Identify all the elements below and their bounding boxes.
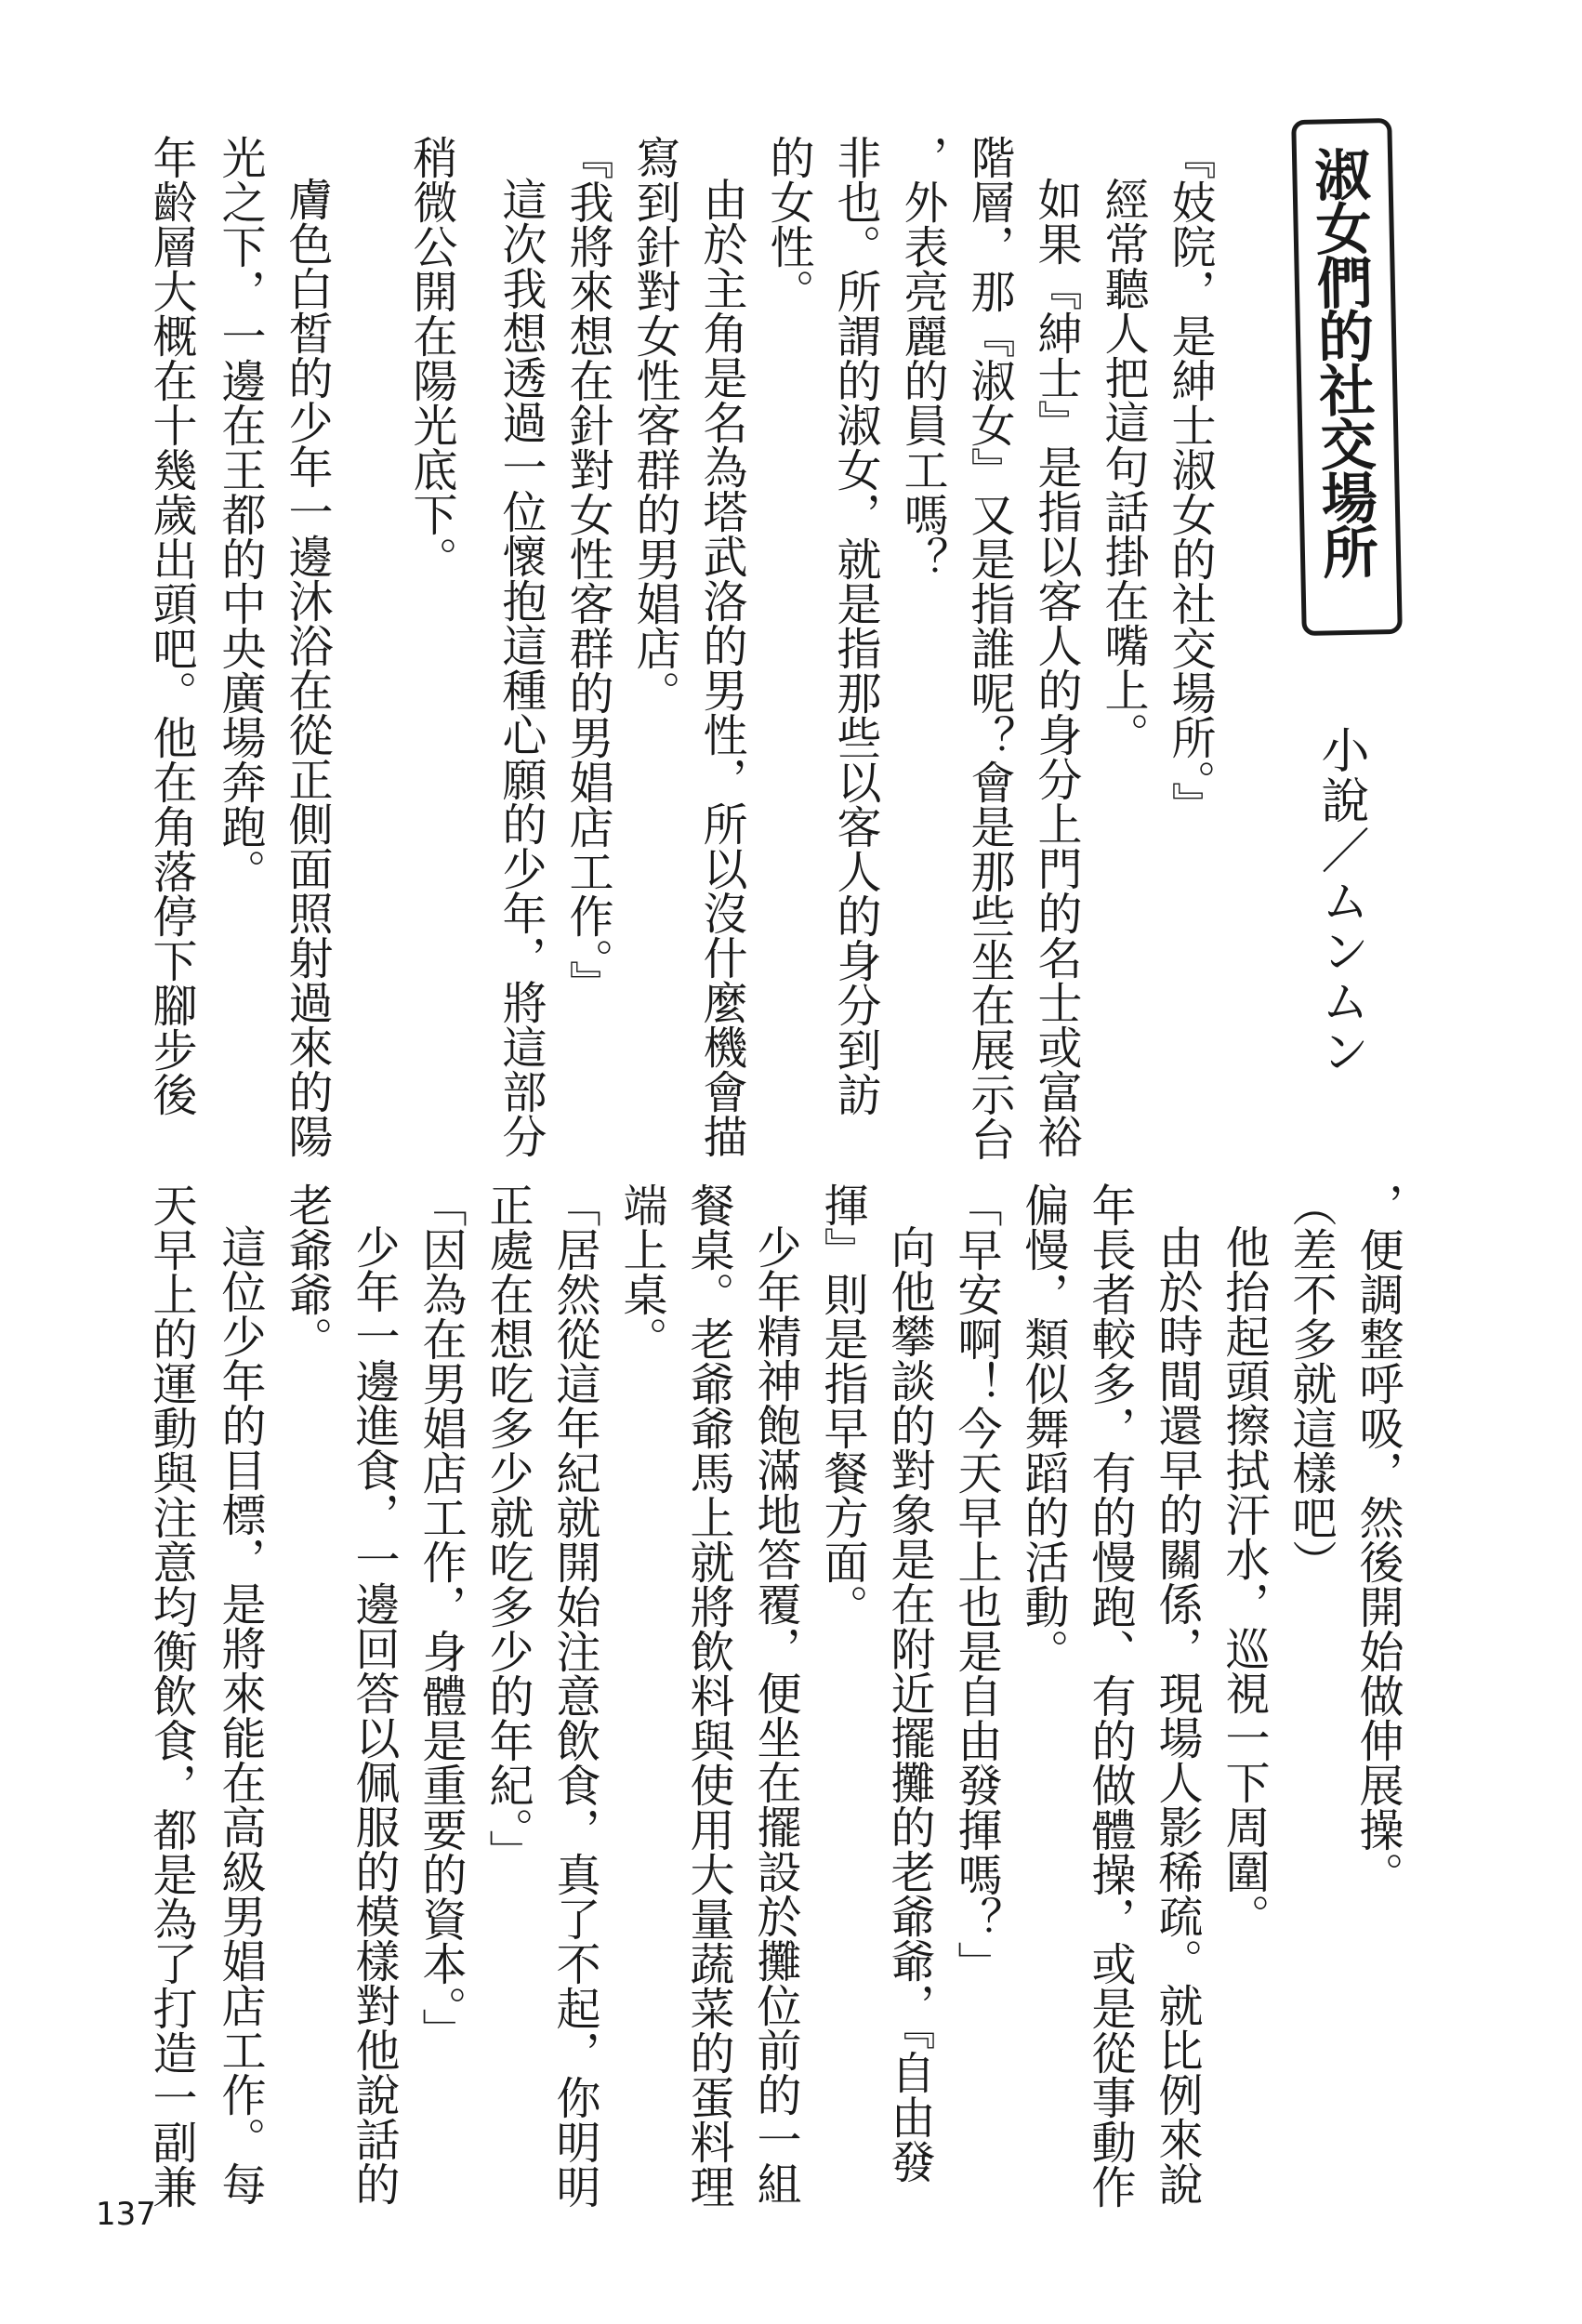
text-column: 由於時間還早的關係，現場人影稀疏。就比例來說 [1151,1224,1203,2206]
text-column: 經常聽人把這句話掛在嘴上。 [1097,177,1149,757]
text-column: ，便調整呼吸，然後開始做伸展操。 [1351,1182,1404,1896]
text-column: 年齡層大概在十幾歲出頭吧。他在角落停下腳步後 [145,135,197,1116]
text-column: 偏慢，類似舞蹈的活動。 [1017,1182,1069,1673]
text-column: 正處在想吃多少就吃多少的年紀。」 [481,1182,534,1874]
text-column: 『我將來想在針對女性客群的男娼店工作。』 [561,135,613,1005]
text-column: 餐桌。老爺爺馬上就將飲料與使用大量蔬菜的蛋料理 [682,1182,734,2209]
text-column: 光之下，一邊在王都的中央廣場奔跑。 [214,135,266,893]
text-column: 年長者較多，有的慢跑、有的做體操，或是從事動作 [1084,1182,1136,2209]
text-column: 寫到針對女性客群的男娼店。 [628,135,680,715]
text-column: 老爺爺。 [281,1182,333,1361]
text-column: 『妓院，是紳士淑女的社交場所。』 [1164,135,1216,826]
text-column: 向他攀談的對象是在附近擺攤的老爺爺，『自由發 [883,1224,935,2184]
text-column: 非也。所謂的淑女，就是指那些以客人的身分到訪 [829,135,881,1116]
author-credit: 小說／ムンムン [1312,725,1368,1076]
text-column: 少年精神飽滿地答覆，便坐在擺設於攤位前的一組 [749,1224,801,2206]
text-column: 膚色白皙的少年一邊沐浴在從正側面照射過來的陽 [281,177,333,1158]
text-column: （差不多就這樣吧） [1285,1182,1337,1584]
text-column: 這次我想透過一位懷抱這種心願的少年，將這部分 [494,177,547,1158]
text-column: 端上桌。 [615,1182,667,1361]
text-column: 他抬起頭擦拭汗水，巡視一下周圍。 [1218,1224,1270,1938]
text-column: 「因為在男娼店工作，身體是重要的資本。」 [415,1182,467,2053]
text-column: 「早安啊！今天早上也是自由發揮嗎？」 [950,1182,1002,1986]
text-column: 的女性。 [762,135,814,313]
text-column: ，外表亮麗的員工嗎？ [896,135,948,581]
text-column: 稍微公開在陽光底下。 [405,135,457,581]
text-column: 少年一邊進食，一邊回答以佩服的模樣對他說話的 [348,1224,400,2206]
text-column: 「居然從這年紀就開始注意飲食，真了不起，你明明 [548,1182,600,2209]
text-column: 階層，那『淑女』又是指誰呢？會是那些坐在展示台 [963,135,1015,1161]
story-title: 淑女們的社交場所 [1304,145,1379,578]
text-column: 這位少年的目標，是將來能在高級男娼店工作。每 [214,1224,266,2206]
page-number: 137 [96,2196,156,2233]
text-column: 如果『紳士』是指以客人的身分上門的名士或富裕 [1030,177,1082,1158]
text-column: 揮』則是指早餐方面。 [816,1182,868,1629]
title-box [1291,118,1403,636]
text-column: 天早上的運動與注意均衡飲食，都是為了打造一副兼 [145,1182,197,2209]
text-column: 由於主角是名為塔武洛的男性，所以沒什麼機會描 [695,177,747,1158]
